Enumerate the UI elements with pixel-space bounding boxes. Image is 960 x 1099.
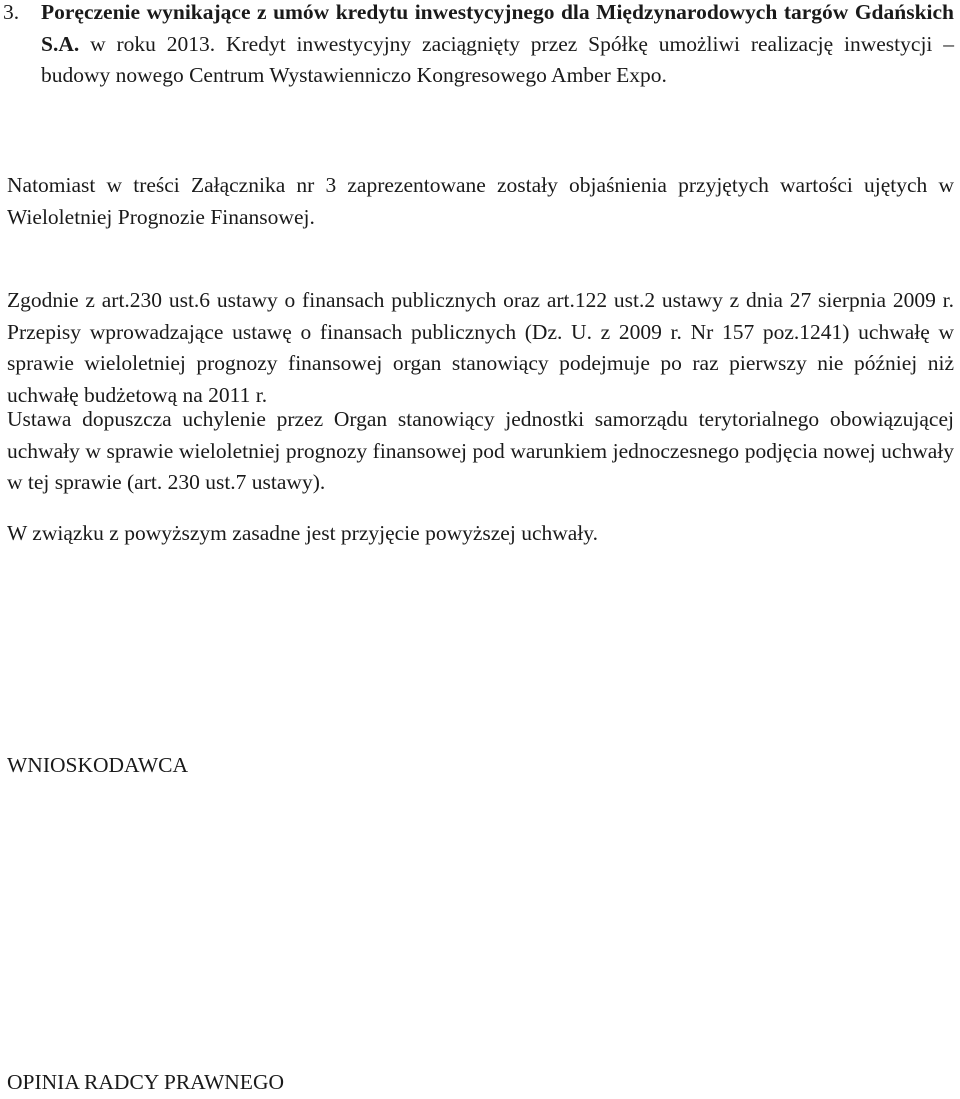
list-item-text: w roku 2013. Kredyt inwestycyjny zaciągnięty przez Spółkę umożliwi realizację inwestycji – budowy nowego Centrum Wystawienniczo Kongresowego Amber Expo. bbox=[41, 31, 954, 87]
list-item-3 bbox=[3, 0, 954, 92]
list-item-bold-text: Poręczenie wynikające z umów kredytu inwestycyjnego dla Międzynarodowych targów Gdańskich S.A. bbox=[41, 0, 954, 56]
heading-opinia-radcy-prawnego: OPINIA RADCY PRAWNEGO bbox=[7, 1070, 284, 1094]
paragraph-zgodnie: Zgodnie z art.230 ust.6 ustawy o finansach publicznych oraz art.122 ust.2 ustawy z dnia 27 sierpnia 2009 r. Przepisy wprowadzające ustawę o finansach publicznych (Dz. U. z 2009 r. Nr 157 poz.1241) uchwałę w sprawie wieloletniej prognozy finansowej organ stanowiący podejmuje po raz pierwszy nie później niż uchwałę budżetową na 2011 r. bbox=[7, 288, 954, 407]
paragraph-natomiast: Natomiast w treści Załącznika nr 3 zaprezentowane zostały objaśnienia przyjętych wartości ujętych w Wieloletniej Prognozie Finansowej. bbox=[7, 173, 954, 229]
heading-wnioskodawca: WNIOSKODAWCA bbox=[7, 753, 189, 777]
paragraph-ustawa: Ustawa dopuszcza uchylenie przez Organ stanowiący jednostki samorządu terytorialnego obowiązującej uchwały w sprawie wieloletniej prognozy finansowej pod warunkiem jednoczesnego podjęcia nowej uchwały w tej sprawie (art. 230 ust.7 ustawy). bbox=[7, 407, 954, 494]
list-number: 3. bbox=[3, 0, 20, 24]
paragraph-w-zwiazku: W związku z powyższym zasadne jest przyjęcie powyższej uchwały. bbox=[7, 521, 599, 545]
